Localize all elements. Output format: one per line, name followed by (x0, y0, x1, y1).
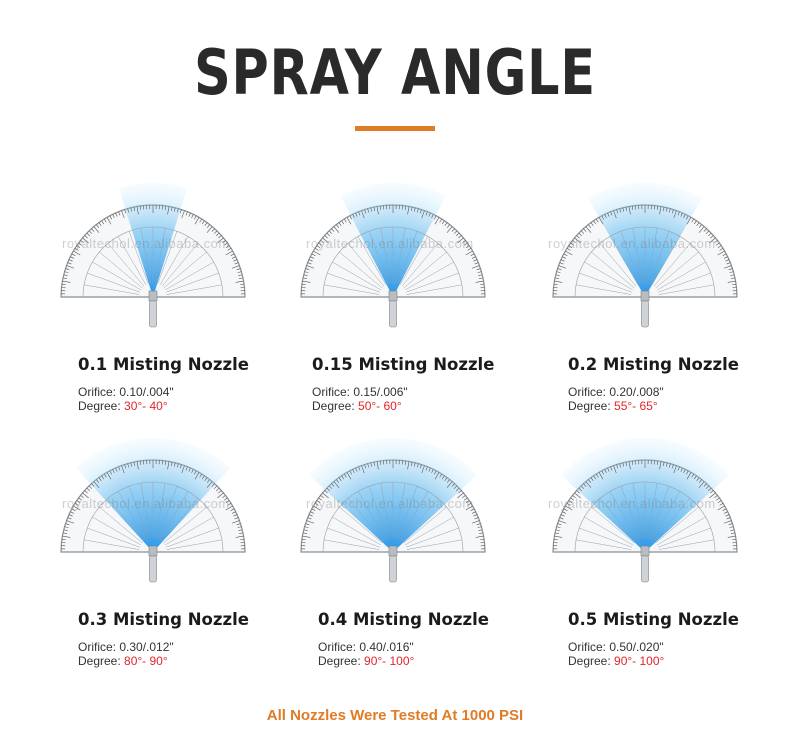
degree-spec (568, 399, 658, 413)
nozzle-card (60, 170, 300, 413)
nozzle-icon (389, 546, 397, 582)
degree-label: Degree: (78, 399, 125, 413)
degree-value: 55°- 65° (614, 399, 658, 413)
nozzle-name: 0.3 Misting Nozzle (78, 610, 249, 629)
degree-label: Degree: (568, 399, 615, 413)
footer-note: All Nozzles Were Tested At 1000 PSI (266, 707, 524, 724)
watermark: royaltechol.en.alibaba.com (548, 496, 716, 511)
nozzle-name: 0.15 Misting Nozzle (312, 355, 495, 374)
nozzle-icon (149, 291, 157, 327)
nozzle-icon (641, 291, 649, 327)
degree-label: Degree: (312, 399, 359, 413)
nozzle-name: 0.5 Misting Nozzle (568, 610, 739, 629)
watermark: royaltechol.en.alibaba.com (548, 236, 716, 251)
orifice-spec: Orifice: 0.15/.006" (312, 385, 408, 399)
orifice-spec: Orifice: 0.40/.016" (318, 640, 414, 654)
orifice-spec: Orifice: 0.30/.012" (78, 640, 174, 654)
degree-value: 90°- 100° (614, 654, 665, 668)
page-title: SPRAY ANGLE (194, 36, 596, 109)
title-underline (355, 126, 435, 131)
degree-value: 50°- 60° (358, 399, 402, 413)
watermark: royaltechol.en.alibaba.com (306, 236, 474, 251)
nozzle-card (300, 425, 540, 668)
watermark: royaltechol.en.alibaba.com (62, 496, 230, 511)
watermark: royaltechol.en.alibaba.com (62, 236, 230, 251)
degree-value: 80°- 90° (124, 654, 168, 668)
degree-spec (568, 654, 664, 668)
degree-value: 90°- 100° (364, 654, 415, 668)
degree-value: 30°- 40° (124, 399, 168, 413)
degree-spec (78, 654, 168, 668)
nozzle-card (300, 170, 540, 413)
nozzle-icon (389, 291, 397, 327)
degree-label: Degree: (318, 654, 365, 668)
nozzle-name: 0.4 Misting Nozzle (318, 610, 489, 629)
degree-spec (312, 399, 402, 413)
degree-spec (318, 654, 414, 668)
nozzle-icon (641, 546, 649, 582)
orifice-spec: Orifice: 0.10/.004" (78, 385, 174, 399)
orifice-spec: Orifice: 0.50/.020" (568, 640, 664, 654)
orifice-spec: Orifice: 0.20/.008" (568, 385, 664, 399)
nozzle-icon (149, 546, 157, 582)
degree-spec (78, 399, 168, 413)
nozzle-name: 0.2 Misting Nozzle (568, 355, 739, 374)
nozzle-card (60, 425, 300, 668)
nozzle-card (552, 170, 790, 413)
nozzle-name: 0.1 Misting Nozzle (78, 355, 249, 374)
nozzle-card (552, 425, 790, 668)
degree-label: Degree: (568, 654, 615, 668)
watermark: royaltechol.en.alibaba.com (306, 496, 474, 511)
degree-label: Degree: (78, 654, 125, 668)
